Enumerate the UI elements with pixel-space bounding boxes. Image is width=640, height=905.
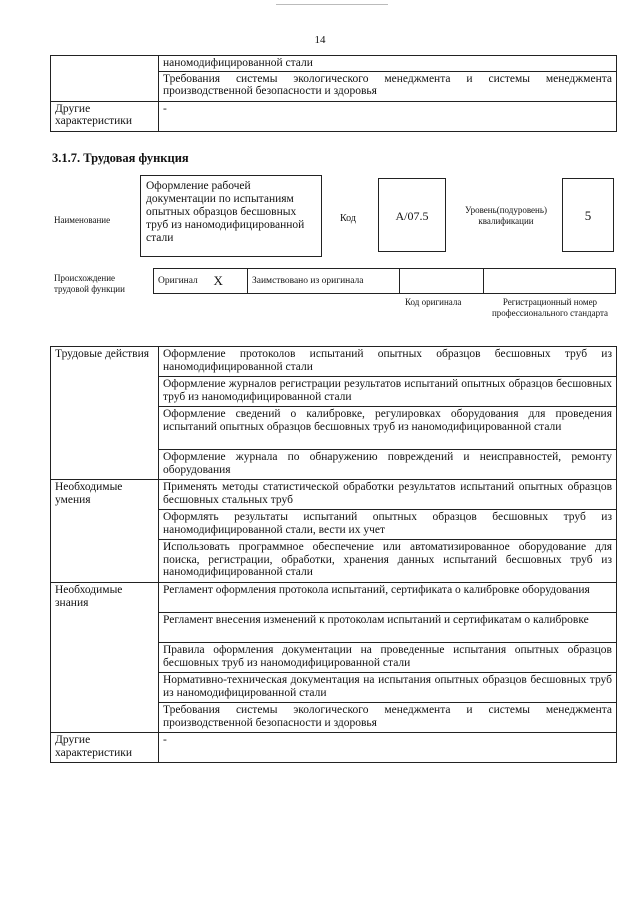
- section-label-knowledge: Необходимые знания: [51, 583, 159, 733]
- section-label-actions: Трудовые действия: [51, 347, 159, 480]
- code-value: А/07.5: [378, 178, 446, 252]
- code-label: Код: [340, 213, 356, 224]
- original-mark: X: [210, 269, 248, 294]
- origin-label: Происхождение трудовой функции: [54, 273, 125, 294]
- list-item: Оформлять результаты испытаний опытных образцов бесшовных труб из наномодифицированной стали, вести их учет: [159, 510, 617, 540]
- list-item: Требования системы экологического менеджмента и системы менеджмента производственной безопасности и здоровья: [159, 703, 617, 733]
- page-number: 14: [314, 34, 326, 46]
- list-item: Регламент оформления протокола испытаний, сертификата о калибровке оборудования: [159, 583, 617, 613]
- table-row: [154, 269, 616, 294]
- level-value: 5: [562, 178, 614, 252]
- borrowed-label: Заимствовано из оригинала: [248, 269, 400, 294]
- table-row: [51, 56, 617, 72]
- section-title: 3.1.7. Трудовая функция: [52, 151, 189, 165]
- reg-number-caption: Регистрационный номер профессионального стандарта: [491, 297, 609, 318]
- table-row: [51, 583, 617, 613]
- top-table: [50, 55, 617, 132]
- original-label: Оригинал: [154, 269, 210, 294]
- list-item: -: [159, 733, 617, 763]
- code-original-caption: Код оригинала: [405, 297, 462, 307]
- section-label-other: Другие характеристики: [51, 733, 159, 763]
- row-label: [51, 56, 159, 102]
- top-rule: [276, 4, 388, 5]
- list-item: Регламент внесения изменений к протоколам испытаний и сертификатам о калибровке: [159, 613, 617, 643]
- main-table: [50, 346, 617, 763]
- list-item: Оформление журналов регистрации результатов испытаний опытных образцов бесшовных труб из наномодифицированной стали: [159, 377, 617, 407]
- list-item: Правила оформления документации на проведенные испытания опытных образцов бесшовных труб из наномодифицированной стали: [159, 643, 617, 673]
- table-row: [51, 733, 617, 763]
- row-value: Требования системы экологического менеджмента и системы менеджмента производственной безопасности и здоровья: [159, 71, 617, 101]
- reg-number-cell: [484, 269, 616, 294]
- level-label: Уровень(подуровень) квалификации: [465, 205, 547, 226]
- origin-table: [153, 268, 616, 294]
- list-item: Нормативно-техническая документация на испытания опытных образцов бесшовных труб из наномодифицированной стали: [159, 673, 617, 703]
- table-row: [51, 480, 617, 510]
- section-label-skills: Необходимые умения: [51, 480, 159, 583]
- row-value: -: [159, 101, 617, 131]
- row-label: Другие характеристики: [51, 101, 159, 131]
- table-row: [51, 347, 617, 377]
- list-item: Оформление протоколов испытаний опытных образцов бесшовных труб из наномодифицированной стали: [159, 347, 617, 377]
- list-item: Применять методы статистической обработки результатов испытаний опытных образцов бесшовных стальных труб: [159, 480, 617, 510]
- name-value: Оформление рабочей документации по испытаниям опытных образцов бесшовных труб из наномодифицированной стали: [140, 175, 322, 257]
- list-item: Использовать программное обеспечение или автоматизированное оборудование для поиска, регистрации, обработки, хранения данных испытаний бесшовных труб из наномодифицированной стали: [159, 540, 617, 583]
- name-label: Наименование: [54, 215, 111, 225]
- code-original-cell: [400, 269, 484, 294]
- table-row: [51, 101, 617, 131]
- row-value: наномодифицированной стали: [159, 56, 617, 72]
- list-item: Оформление журнала по обнаружению повреждений и неисправностей, ремонту оборудования: [159, 450, 617, 480]
- list-item: Оформление сведений о калибровке, регулировках оборудования для проведения испытаний опытных образцов бесшовных труб из наномодифицированной стали: [159, 407, 617, 450]
